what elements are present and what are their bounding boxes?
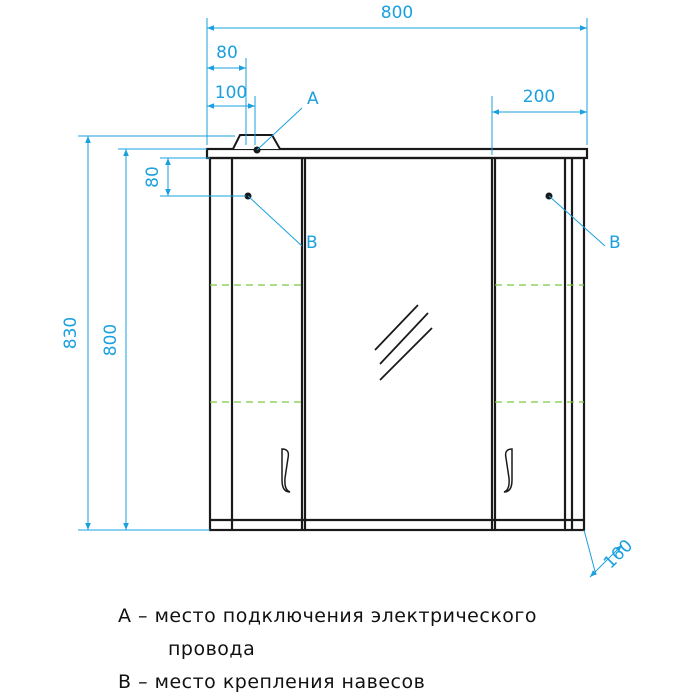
leader-b-right [549,196,605,246]
legend-marker-b: B [118,671,132,693]
dim-label-door-width: 200 [522,87,556,107]
dim-label-overall-width: 800 [380,3,414,23]
leader-a [257,108,302,150]
legend-marker-a: A [118,605,132,627]
legend-text-a-line2: провода [168,638,256,660]
cabinet-frame [210,158,584,530]
leader-b-left [248,196,302,246]
dim-label-vertical-offset: 80 [143,166,163,188]
left-door-handle [282,449,290,492]
mirror-reflection-icon [375,305,432,380]
callout-a: A [307,89,319,109]
dim-label-top-offset: 80 [216,43,238,63]
legend-row-b [118,666,537,699]
dim-label-side-offset: 100 [214,83,248,103]
legend-text-b: – место крепления навесов [138,671,426,693]
callout-b-left: B [306,233,318,253]
legend [118,600,537,699]
callout-b-right: B [609,233,621,253]
ext-line-depth [584,530,596,575]
legend-text-a-line1: – место подключения электрического [138,605,538,627]
cabinet-cornice [207,149,587,158]
right-door-handle [504,449,512,492]
dim-label-depth: 160 [599,535,638,574]
dim-label-total-height: 830 [61,316,81,350]
legend-row-a [118,600,537,633]
cabinet-body [207,149,587,530]
dim-label-body-height: 800 [101,323,121,357]
shelves [210,285,584,402]
